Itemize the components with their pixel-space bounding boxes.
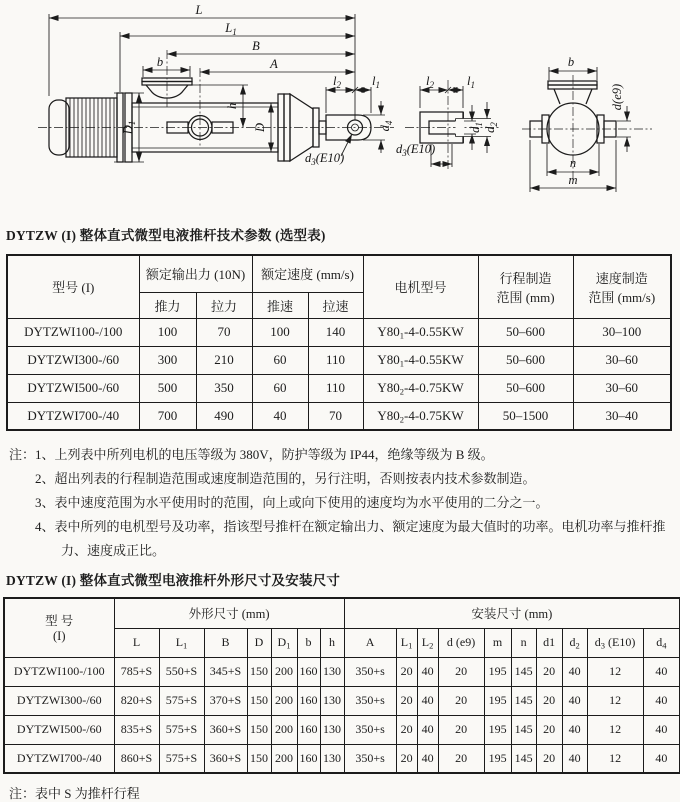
value-cell: 50–1500 <box>478 402 573 430</box>
value-cell: 40 <box>643 715 680 744</box>
dim-label-b-end: b <box>567 55 575 69</box>
motor-cell: $Y80_2-4-0.75KW$ <box>363 374 478 402</box>
value-cell: 835+S <box>114 715 159 744</box>
value-cell: 145 <box>511 657 536 686</box>
value-cell: 345+S <box>204 657 247 686</box>
col-header-pull-force: 拉力 <box>196 292 252 318</box>
note-line: 3、表中速度范围为水平使用时的范围，向上或向下使用的速度均为水平使用的二分之一。 <box>35 495 549 510</box>
spec-row <box>7 346 671 374</box>
dim-label-d3-section: $d_3(E10)$ <box>396 142 436 158</box>
dim-label-d3: $d_3(E10)$ <box>305 151 345 167</box>
note-line: 4、表中所列的电机型号及功率，指该型号推杆在额定输出力、额定速度为最大值时的功率。电机功率与推杆推力、速度成正比。 <box>35 519 666 558</box>
dim-label-A: A <box>270 57 278 71</box>
value-cell: 30–40 <box>573 402 671 430</box>
value-cell: 20 <box>438 686 484 715</box>
value-cell: 350+s <box>344 686 396 715</box>
col-header: m <box>484 628 511 657</box>
value-cell: 350+s <box>344 657 396 686</box>
value-cell: 130 <box>320 744 344 773</box>
col-header: $d_3$ (E10) <box>587 628 643 657</box>
value-cell: 160 <box>297 686 320 715</box>
value-cell: 110 <box>308 374 363 402</box>
col-header: D <box>247 628 271 657</box>
note-prefix: 注： <box>9 447 36 462</box>
col-header: $d_4$ <box>643 628 680 657</box>
value-cell: 40 <box>417 686 438 715</box>
value-cell: 60 <box>252 346 308 374</box>
dim-label-l2: $l_2$ <box>333 74 341 90</box>
motor-cell: $Y80_1-4-0.55KW$ <box>363 346 478 374</box>
value-cell: 12 <box>587 744 643 773</box>
value-cell: 20 <box>536 744 562 773</box>
value-cell: 70 <box>196 318 252 346</box>
value-cell: 210 <box>196 346 252 374</box>
dim-label-b: b <box>156 55 164 69</box>
col-header: $L_1$ <box>396 628 417 657</box>
value-cell: 550+S <box>159 657 204 686</box>
spec-table <box>6 254 672 431</box>
col-header-mount-dims: 安装尺寸 (mm) <box>344 598 680 628</box>
value-cell: 860+S <box>114 744 159 773</box>
col-header-model: 型号 (I) <box>7 255 139 318</box>
dim-label-n: n <box>569 156 577 170</box>
col-header-stroke-range: 行程制造 范围 (mm) <box>478 255 573 318</box>
rear-end-view <box>522 55 652 192</box>
stroke-note: 注：表中 S 为推杆行程 <box>9 786 140 801</box>
dim-label-l1: $l_1$ <box>372 74 380 90</box>
value-cell: 130 <box>320 657 344 686</box>
spec-table-title: DYTZW (I) 整体直式微型电液推杆技术参数 (选型表) <box>6 228 326 243</box>
value-cell: 150 <box>247 744 271 773</box>
col-header: L <box>114 628 159 657</box>
col-header-rated-speed: 额定速度 (mm/s) <box>252 255 363 292</box>
value-cell: 20 <box>536 715 562 744</box>
dim-label-d2: $d_2$ <box>483 122 499 133</box>
dimension-table <box>3 597 680 774</box>
dim-label-l1-section: $l_1$ <box>467 74 475 90</box>
value-cell: 150 <box>247 715 271 744</box>
value-cell: 40 <box>417 715 438 744</box>
note-line: 2、超出列表的行程制造范围或速度制造范围的，另行注明，否则按表内技术参数制造。 <box>35 471 536 486</box>
dim-label-m: m <box>568 173 578 187</box>
value-cell: 350 <box>196 374 252 402</box>
value-cell: 40 <box>643 657 680 686</box>
col-header: n <box>511 628 536 657</box>
value-cell: 195 <box>484 657 511 686</box>
value-cell: 30–60 <box>573 374 671 402</box>
value-cell: 12 <box>587 686 643 715</box>
col-header: h <box>320 628 344 657</box>
value-cell: 40 <box>252 402 308 430</box>
value-cell: 145 <box>511 715 536 744</box>
model-cell: DYTZWI500-/60 <box>4 715 114 744</box>
value-cell: 50–600 <box>478 318 573 346</box>
value-cell: 40 <box>562 744 587 773</box>
value-cell: 500 <box>139 374 196 402</box>
value-cell: 150 <box>247 657 271 686</box>
motor-cell: $Y80_2-4-0.75KW$ <box>363 402 478 430</box>
dim-label-B: B <box>252 39 260 53</box>
value-cell: 20 <box>438 657 484 686</box>
dim-label-D1: $D_1$ <box>121 120 137 135</box>
dim-label-D: D <box>253 122 267 133</box>
value-cell: 20 <box>396 657 417 686</box>
value-cell: 200 <box>271 686 297 715</box>
dimension-row <box>4 657 680 686</box>
value-cell: 370+S <box>204 686 247 715</box>
value-cell: 50–600 <box>478 346 573 374</box>
value-cell: 200 <box>271 744 297 773</box>
col-header-model: 型 号 (I) <box>4 598 114 657</box>
model-cell: DYTZWI700-/40 <box>4 744 114 773</box>
value-cell: 145 <box>511 744 536 773</box>
dim-label-h: h <box>225 102 239 110</box>
value-cell: 160 <box>297 657 320 686</box>
value-cell: 20 <box>396 744 417 773</box>
col-header: $L_2$ <box>417 628 438 657</box>
spec-row <box>7 374 671 402</box>
col-header: b <box>297 628 320 657</box>
dimension-row <box>4 744 680 773</box>
dimension-row <box>4 686 680 715</box>
value-cell: 350+s <box>344 715 396 744</box>
value-cell: 140 <box>308 318 363 346</box>
value-cell: 575+S <box>159 686 204 715</box>
col-header-rated-force: 额定输出力 (10N) <box>139 255 252 292</box>
value-cell: 350+s <box>344 744 396 773</box>
col-header-outline-dims: 外形尺寸 (mm) <box>114 598 344 628</box>
value-cell: 490 <box>196 402 252 430</box>
rod-end-section-view <box>396 74 500 170</box>
model-cell: DYTZWI100-/100 <box>4 657 114 686</box>
value-cell: 70 <box>308 402 363 430</box>
dim-label-L1: $L_1$ <box>225 21 237 37</box>
value-cell: 40 <box>562 715 587 744</box>
dim-label-d1: $d_1$ <box>468 122 484 133</box>
value-cell: 20 <box>396 715 417 744</box>
value-cell: 40 <box>562 686 587 715</box>
col-header: $d_2$ <box>562 628 587 657</box>
value-cell: 200 <box>271 715 297 744</box>
value-cell: 100 <box>139 318 196 346</box>
value-cell: 40 <box>417 744 438 773</box>
value-cell: 160 <box>297 715 320 744</box>
note-line: 注：1、上列表中所列电机的电压等级为 380V，防护等级为 IP44，绝缘等级为 B 级。 <box>9 447 494 462</box>
dimension-drawings <box>0 0 680 213</box>
value-cell: 785+S <box>114 657 159 686</box>
model-cell: DYTZWI700-/40 <box>7 402 139 430</box>
dim-label-d4: $d_4$ <box>378 120 394 132</box>
value-cell: 50–600 <box>478 374 573 402</box>
spec-row <box>7 402 671 430</box>
col-header: d (e9) <box>438 628 484 657</box>
value-cell: 110 <box>308 346 363 374</box>
model-cell: DYTZWI300-/60 <box>7 346 139 374</box>
motor-cell: $Y80_1-4-0.55KW$ <box>363 318 478 346</box>
value-cell: 360+S <box>204 744 247 773</box>
col-header: A <box>344 628 396 657</box>
value-cell: 195 <box>484 744 511 773</box>
value-cell: 20 <box>536 657 562 686</box>
value-cell: 195 <box>484 715 511 744</box>
dimension-row <box>4 715 680 744</box>
value-cell: 30–100 <box>573 318 671 346</box>
col-header-speed-range: 速度制造 范围 (mm/s) <box>573 255 671 318</box>
value-cell: 30–60 <box>573 346 671 374</box>
dim-label-L: L <box>195 3 203 17</box>
model-cell: DYTZWI500-/60 <box>7 374 139 402</box>
value-cell: 100 <box>252 318 308 346</box>
value-cell: 12 <box>587 715 643 744</box>
col-header: B <box>204 628 247 657</box>
value-cell: 40 <box>562 657 587 686</box>
value-cell: 160 <box>297 744 320 773</box>
value-cell: 200 <box>271 657 297 686</box>
value-cell: 575+S <box>159 715 204 744</box>
value-cell: 130 <box>320 715 344 744</box>
value-cell: 20 <box>438 715 484 744</box>
value-cell: 20 <box>536 686 562 715</box>
col-header: $L_1$ <box>159 628 204 657</box>
dimension-table-title: DYTZW (I) 整体直式微型电液推杆外形尺寸及安装尺寸 <box>6 573 341 588</box>
value-cell: 145 <box>511 686 536 715</box>
model-cell: DYTZWI100-/100 <box>7 318 139 346</box>
value-cell: 820+S <box>114 686 159 715</box>
value-cell: 40 <box>417 657 438 686</box>
value-cell: 150 <box>247 686 271 715</box>
value-cell: 20 <box>438 744 484 773</box>
value-cell: 20 <box>396 686 417 715</box>
value-cell: 360+S <box>204 715 247 744</box>
value-cell: 60 <box>252 374 308 402</box>
col-header: $D_1$ <box>271 628 297 657</box>
col-header-pull-speed: 拉速 <box>308 292 363 318</box>
col-header-push-speed: 推速 <box>252 292 308 318</box>
spec-notes <box>9 443 680 563</box>
value-cell: 130 <box>320 686 344 715</box>
value-cell: 195 <box>484 686 511 715</box>
value-cell: 40 <box>643 686 680 715</box>
dim-label-l2-section: $l_2$ <box>426 74 434 90</box>
dim-label-de9: d(e9) <box>610 83 624 111</box>
value-cell: 40 <box>643 744 680 773</box>
spec-row <box>7 318 671 346</box>
value-cell: 12 <box>587 657 643 686</box>
value-cell: 300 <box>139 346 196 374</box>
col-header-push-force: 推力 <box>139 292 196 318</box>
value-cell: 575+S <box>159 744 204 773</box>
model-cell: DYTZWI300-/60 <box>4 686 114 715</box>
actuator-side-view <box>38 3 394 167</box>
col-header-motor: 电机型号 <box>363 255 478 318</box>
col-header: d1 <box>536 628 562 657</box>
value-cell: 700 <box>139 402 196 430</box>
